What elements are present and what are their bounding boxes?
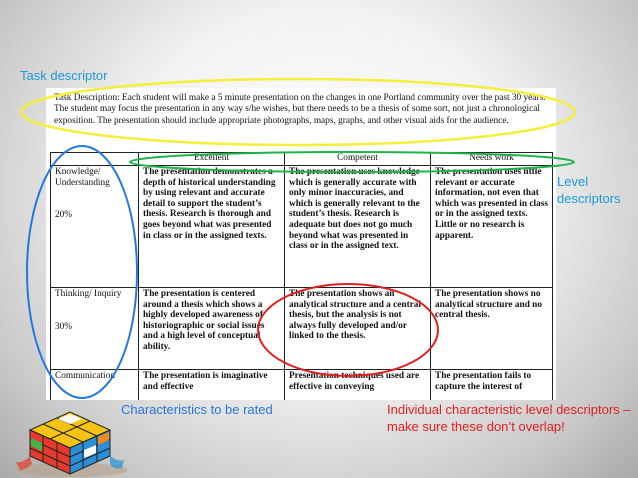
needs-work-descriptor: The presentation uses little relevant or accurate information, not even that which was presented in class or in the assigned texts. Little or no research is apparent. <box>431 166 553 288</box>
excellent-descriptor: The presentation demonstrates a depth of historical understanding by using relevant and accurate detail to support the student’s thesis. Research is thorough and goes beyond what was presented in class or in the assigned texts. <box>139 166 285 288</box>
task-description-text: Task Description: Each student will make a 5 minute presentation on the changes in one Portland community over the past 30 years. The student may focus the presentation in any way s/he wishes, but there needs to be a thesis of some sort, not just a chronological exposition. The presentation should include appropriate photographs, maps, graphs, and other visual aids for the audience. <box>54 93 546 126</box>
rubric-document <box>46 88 556 400</box>
criterion-weight: 30% <box>55 321 73 332</box>
criterion-name: Thinking/ Inquiry <box>55 289 122 299</box>
needs-work-descriptor: The presentation shows no analytical structure and no central thesis. <box>431 288 553 370</box>
header-blank <box>51 153 139 166</box>
competent-descriptor: Presentation techniques used are effective in conveying <box>285 370 431 401</box>
rubiks-cube-icon <box>10 390 130 478</box>
criterion-name: Communication <box>55 371 115 381</box>
criterion-cell <box>51 166 139 288</box>
header-excellent: Excellent <box>139 153 285 166</box>
needs-work-descriptor: The presentation fails to capture the interest of <box>431 370 553 401</box>
criterion-cell <box>51 288 139 370</box>
table-row <box>51 288 553 370</box>
competent-descriptor: The presentation uses knowledge which is generally accurate with only minor inaccuracies, and which is generally relevant to the student’s thesis. Research is adequate but does not go much beyond what was presented in class or in the assigned text. <box>285 166 431 288</box>
competent-descriptor: The presentation shows an analytical structure and a central thesis, but the analysis is not always fully developed and/or linked to the thesis. <box>285 288 431 370</box>
excellent-descriptor: The presentation is imaginative and effective <box>139 370 285 401</box>
characteristics-label: Characteristics to be rated <box>121 402 273 417</box>
excellent-descriptor: The presentation is centered around a thesis which shows a highly developed awareness of historiographic or social issues and a high level of conceptual ability. <box>139 288 285 370</box>
rubric-header-row <box>51 153 553 166</box>
table-row <box>51 166 553 288</box>
level-descriptors-label: Level descriptors <box>557 174 621 206</box>
header-competent: Competent <box>285 153 431 166</box>
rubric-table <box>50 152 553 400</box>
criterion-name: Knowledge/ Understanding <box>55 167 110 188</box>
task-descriptor-label: Task descriptor <box>20 68 108 83</box>
criterion-weight: 20% <box>55 210 73 221</box>
individual-descriptors-label: Individual characteristic level descriptors – make sure these don’t overlap! <box>387 402 631 434</box>
header-needs-work: Needs work <box>431 153 553 166</box>
